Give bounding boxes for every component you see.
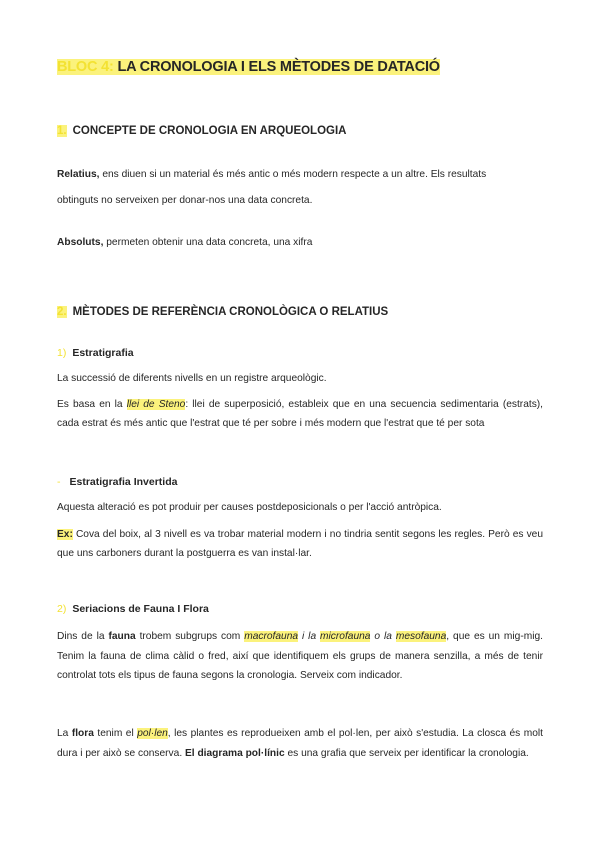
mesofauna-term: mesofauna (395, 631, 447, 642)
flora-text-d: es una grafia que serveix per identificar la cronologia. (287, 747, 529, 759)
relatius-text-1: ens diuen si un material és més antic o més modern respecte a un altre. Els resultats (102, 169, 487, 180)
title-prefix: BLOC 4: (57, 59, 114, 75)
section-2-heading (57, 303, 543, 321)
relatius-paragraph (57, 162, 543, 214)
absoluts-text: permeten obtenir una data concreta, una xifra (106, 237, 313, 248)
fauna-i-la: i la (301, 631, 317, 642)
section-1-heading (57, 122, 543, 140)
flora-text-c: , les plantes es reprodueixen amb el pol·len, per això s'estudia. La closca és molt dura i per això se conserva. (57, 728, 543, 759)
estratigrafia-p1: La successió de diferents nivells en un registre arqueològic. (57, 373, 327, 384)
invertida-p1: Aquesta alteració es pot produir per causes postdeposicionals o per l'acció antròpica. (57, 502, 442, 513)
estratigrafia-definition (57, 370, 543, 389)
subsection-invertida-title: Estratigrafia Invertida (69, 476, 178, 488)
pollen-term: pol·len (137, 728, 168, 739)
flora-text-b: tenim el (97, 728, 134, 739)
fauna-text-a: Dins de la (57, 631, 105, 642)
section-1-title: CONCEPTE DE CRONOLOGIA EN ARQUEOLOGIA (72, 125, 347, 137)
relatius-text-2: obtinguts no serveixen per donar-nos una data concreta. (57, 195, 313, 206)
absoluts-term: Absoluts, (57, 237, 104, 248)
subsection-seriacions-heading (57, 601, 543, 617)
steno-text-b: : llei de superposició, estableix que en una secuencia sedimentaria (estrats), cada estrat és més antic que l'estrat que té per sobre i més modern que l'estrat que té per sota (57, 399, 544, 429)
subsection-1-number: 1) (57, 347, 67, 359)
subsection-2-number: 2) (57, 603, 67, 615)
fauna-paragraph (57, 627, 543, 686)
subsection-1-title: Estratigrafia (72, 347, 134, 359)
subsection-invertida-heading (57, 474, 543, 490)
section-2-number: 2. (57, 306, 67, 318)
diagram-term: El diagrama pol·línic (185, 747, 285, 759)
invertida-paragraph (57, 499, 543, 518)
microfauna-term: microfauna (320, 631, 371, 642)
section-2-title: MÈTODES DE REFERÈNCIA CRONOLÒGICA O RELATIUS (72, 306, 389, 318)
estratigrafia-steno-paragraph (57, 396, 543, 433)
title-highlight (57, 59, 440, 75)
flora-text-a: La (57, 728, 69, 739)
example-text: Cova del boix, al 3 nivell es va trobar material modern i no tindria sentit segons les regles. Però es veu que uns carboners durant la postguerra es van instal·lar. (57, 529, 543, 559)
fauna-term: fauna (108, 631, 136, 642)
subsection-2-title: Seriacions de Fauna I Flora (72, 603, 209, 615)
example-label: Ex: (57, 529, 73, 540)
subsection-invertida-bullet: - (57, 476, 61, 488)
document-title (57, 56, 543, 78)
section-1-number: 1. (57, 125, 67, 137)
absoluts-paragraph (57, 234, 543, 253)
flora-paragraph (57, 724, 543, 763)
steno-law: llei de Steno (126, 399, 186, 410)
macrofauna-term: macrofauna (244, 631, 299, 642)
fauna-text-c: , que es un mig-mig. Tenim la fauna de clima càlid o fred, així que identifiquem els grups de manera senzilla, a més de tenir controlat tots els tipus de fauna segons la cronologia. Serveix com indicador. (57, 631, 543, 681)
title-text: LA CRONOLOGIA I ELS MÈTODES DE DATACIÓ (117, 59, 440, 75)
steno-text-a: Es basa en la (57, 399, 123, 410)
fauna-o-la: o la (374, 631, 392, 642)
fauna-text-b: trobem subgrups com (139, 631, 241, 642)
relatius-term: Relatius, (57, 169, 100, 180)
subsection-estratigrafia-heading (57, 345, 543, 361)
flora-term: flora (71, 728, 94, 739)
example-paragraph (57, 526, 543, 563)
